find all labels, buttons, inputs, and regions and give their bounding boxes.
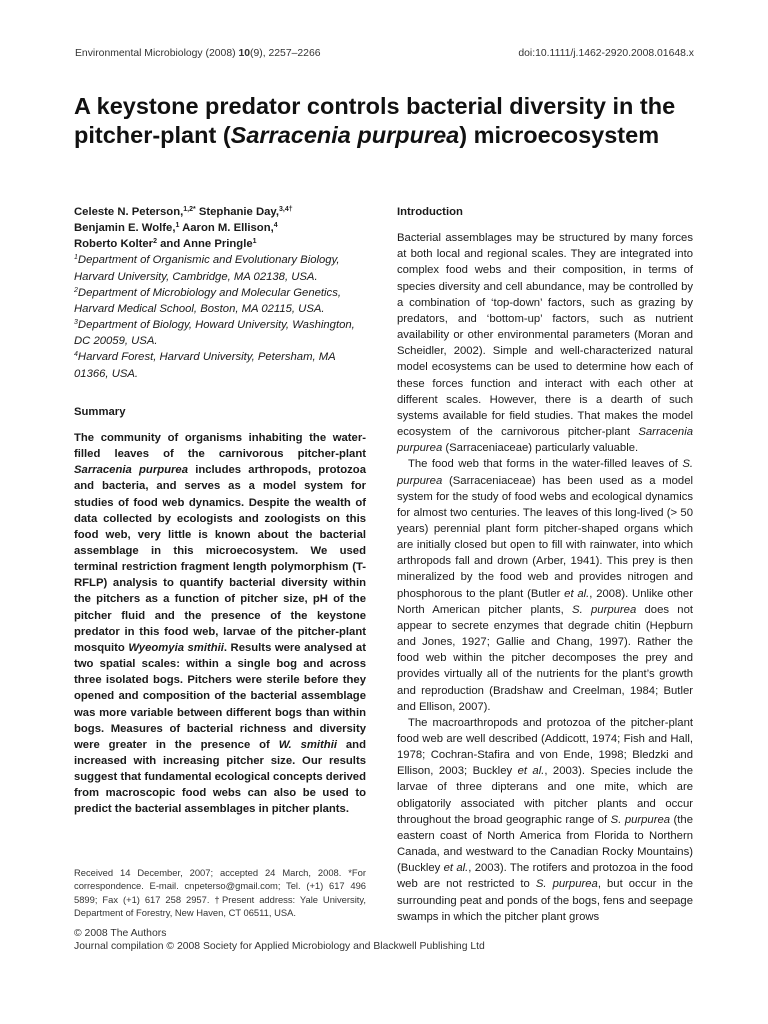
author-line xyxy=(74,236,366,252)
italic-term: et al. xyxy=(564,587,590,600)
text-run: (the eastern coast of North America from Florida to Northern Canada, and westward to the Canadian Rocky Mountains) (Buckley xyxy=(397,813,693,875)
author-mark: 3,4† xyxy=(279,206,293,213)
article-title xyxy=(74,92,714,150)
author-name: Celeste N. Peterson, xyxy=(74,206,184,218)
summary-heading: Summary xyxy=(74,405,126,418)
author-mark: 4 xyxy=(273,222,278,230)
author-line xyxy=(74,220,366,236)
title-part-2: ) microecosystem xyxy=(459,122,660,148)
italic-term: Sarracenia purpurea xyxy=(74,464,188,477)
author-name: Aaron M. Ellison, xyxy=(179,222,274,235)
author-mark: 2 xyxy=(153,238,157,246)
affiliation xyxy=(74,285,366,317)
italic-term: Wyeomyia smithii xyxy=(128,641,224,654)
journal-name: Environmental Microbiology (2008) xyxy=(75,48,239,59)
received-note: Received 14 December, 2007; accepted 24 March, 2008. *For correspondence. E-mail. cnpeterso@gmail.com; Tel. (+1) 617 496 5899; Fax (+1) 617 258 2957. †Present address: Yale University, Department of Forestry, New Haven, CT 06511, USA. xyxy=(74,867,366,918)
intro-paragraph xyxy=(397,715,693,925)
italic-term: W. smithii xyxy=(278,738,337,751)
left-column xyxy=(74,204,366,818)
affiliation-mark: 2 xyxy=(74,286,78,294)
text-run: and increased with increasing pitcher size. Our results suggest that fundamental ecological concepts derived from macroscopic food webs can also be used to predict the bacterial assemblages in pitcher plants. xyxy=(74,738,366,816)
text-run: , but occur in the surrounding peat and ponds of the bogs, fens and seepage swamps in which the pitcher plant grows xyxy=(397,878,693,923)
affiliation xyxy=(74,317,366,349)
affiliation-text: Department of Microbiology and Molecular Genetics, Harvard Medical School, Boston, MA 02115, USA. xyxy=(74,286,341,315)
affiliation-text: Department of Biology, Howard University, Washington, DC 20059, USA. xyxy=(74,319,355,348)
text-run: , 2003). The rotifers and protozoa in the food web are not restricted to xyxy=(397,862,693,891)
title-species: Sarracenia purpurea xyxy=(230,122,460,148)
author-mark: 1 xyxy=(175,222,180,230)
affiliation-text: Harvard Forest, Harvard University, Petersham, MA 01366, USA. xyxy=(74,351,336,380)
affiliation xyxy=(74,349,366,381)
author-line xyxy=(74,204,366,220)
author-name: and Anne Pringle xyxy=(157,238,253,251)
affiliation-text: Department of Organismic and Evolutionary Biology, Harvard University, Cambridge, MA 02138, USA. xyxy=(74,254,340,283)
copyright-line: © 2008 The Authors xyxy=(74,928,167,939)
text-run: (Sarraceniaceae) has been used as a model system for the study of food webs and ecological dynamics for almost two centuries. The leaves of this long-lived (> 50 years) perennial plant form pitcher-shaped organs which are initially closed but open to fill with rainwater, into which arthropods fall and drown (Arber, 1941). This prey is then mineralized by the food web and provides nitrogen and phosphorous to the plant (Butler xyxy=(397,474,693,600)
italic-term: et al. xyxy=(443,862,469,875)
affiliation-mark: 3 xyxy=(74,319,78,327)
copyright-footer xyxy=(74,927,485,953)
text-run: , 2003). Species include the larvae of three dipterans and one mite, which are obligatorily associated with pitcher plants and occur throughout the broad geographic range of xyxy=(397,765,693,826)
text-run: Bacterial assemblages may be structured by many forces at both local and regional scales. They are integrated into complex food webs and their composition, in terms of species diversity and cell abundance, may be controlled by a combination of ‘top-down’ factors, such as grazing by predators, and ‘bottom-up’ factors, such as nutrient availability or other environmental parameters (Moran and Scheidler, 2002). Simple and well-characterized natural model ecosystems can be used to determine how each of these forces function and interact with each other at different scales. However, there is a dearth of such systems available for field studies. That makes the model ecosystem of the carnivorous pitcher-plant xyxy=(397,232,693,439)
author-mark: 1,2* xyxy=(183,206,196,213)
italic-term: S. purpurea xyxy=(535,878,598,891)
affiliation-mark: 4 xyxy=(74,351,78,359)
right-column xyxy=(397,204,693,925)
text-run: includes arthropods, protozoa and bacteria, and serves as a model system for studies of food web dynamics. Despite the wealth of data collected by ecologists and zoologists on this food web, very little is known about the bacterial assemblage in this microecosystem. We used terminal restriction fragment length polymorphism (T-RFLP) analysis to quantify bacterial diversity within the pitchers as a function of pitcher size, pH of the pitcher fluid and the presence of the keystone predator in this food web, larvae of the pitcher-plant mosquito xyxy=(74,464,366,654)
affiliation xyxy=(74,252,366,284)
author-mark: 1 xyxy=(252,238,257,246)
author-name: Roberto Kolter xyxy=(74,238,154,251)
italic-term: S. purpurea xyxy=(610,813,671,826)
author-name: Stephanie Day, xyxy=(195,206,280,218)
italic-term: et al. xyxy=(517,765,545,778)
text-run: The food web that forms in the water-filled leaves of xyxy=(408,458,683,471)
text-run: . Results were analysed at two spatial scales: within a single bog and across three isolated bogs. Pitchers were sterile before they opened and composition of the bacterial assemblage was more variable between different bogs than within bogs. Measures of bacterial richness and diversity were greater in the presence of xyxy=(74,641,366,751)
italic-term: Sarracenia purpurea xyxy=(397,426,693,455)
intro-paragraph xyxy=(397,230,693,456)
journal-compilation-line: Journal compilation © 2008 Society for Applied Microbiology and Blackwell Publishing Ltd xyxy=(74,941,485,952)
text-run: , 2008). Unlike other North American pitcher plants, xyxy=(397,587,693,616)
summary-text xyxy=(74,430,366,818)
italic-term: S. purpurea xyxy=(397,458,693,487)
doi-link[interactable]: doi:10.1111/j.1462-2920.2008.01648.x xyxy=(518,48,694,59)
journal-citation xyxy=(75,48,321,59)
introduction-heading: Introduction xyxy=(397,206,463,218)
text-run: The community of organisms inhabiting the water-filled leaves of the carnivorous pitcher-plant xyxy=(74,431,366,461)
italic-term: S. purpurea xyxy=(572,603,637,616)
journal-issue-pages: (9), 2257–2266 xyxy=(250,48,321,59)
affiliation-list xyxy=(74,252,366,381)
author-name: Benjamin E. Wolfe, xyxy=(74,222,176,235)
author-list xyxy=(74,204,366,252)
text-run: does not appear to secrete enzymes that degrade chitin (Hepburn and Jones, 1927; Gallie and Chang, 1997). Rather the food web within the pitcher decomposes the prey and provides virtually all of the nutrients for the plant’s growth and reproduction (Bradshaw and Creelman, 1984; Butler and Ellison, 2007). xyxy=(397,603,693,713)
affiliation-mark: 1 xyxy=(74,254,78,262)
journal-volume: 10 xyxy=(238,48,251,59)
intro-paragraph xyxy=(397,456,693,715)
text-run: The macroarthropods and protozoa of the pitcher-plant food web are well described (Addicott, 1974; Fish and Hall, 1978; Cochran-Stafira and von Ende, 1998; Bledzki and Ellison, 2003; Buckley xyxy=(397,716,693,778)
text-run: (Sarraceniaceae) particularly valuable. xyxy=(442,442,639,455)
title-part-1: A keystone predator controls bacterial diversity in the pitcher-plant ( xyxy=(74,93,676,148)
